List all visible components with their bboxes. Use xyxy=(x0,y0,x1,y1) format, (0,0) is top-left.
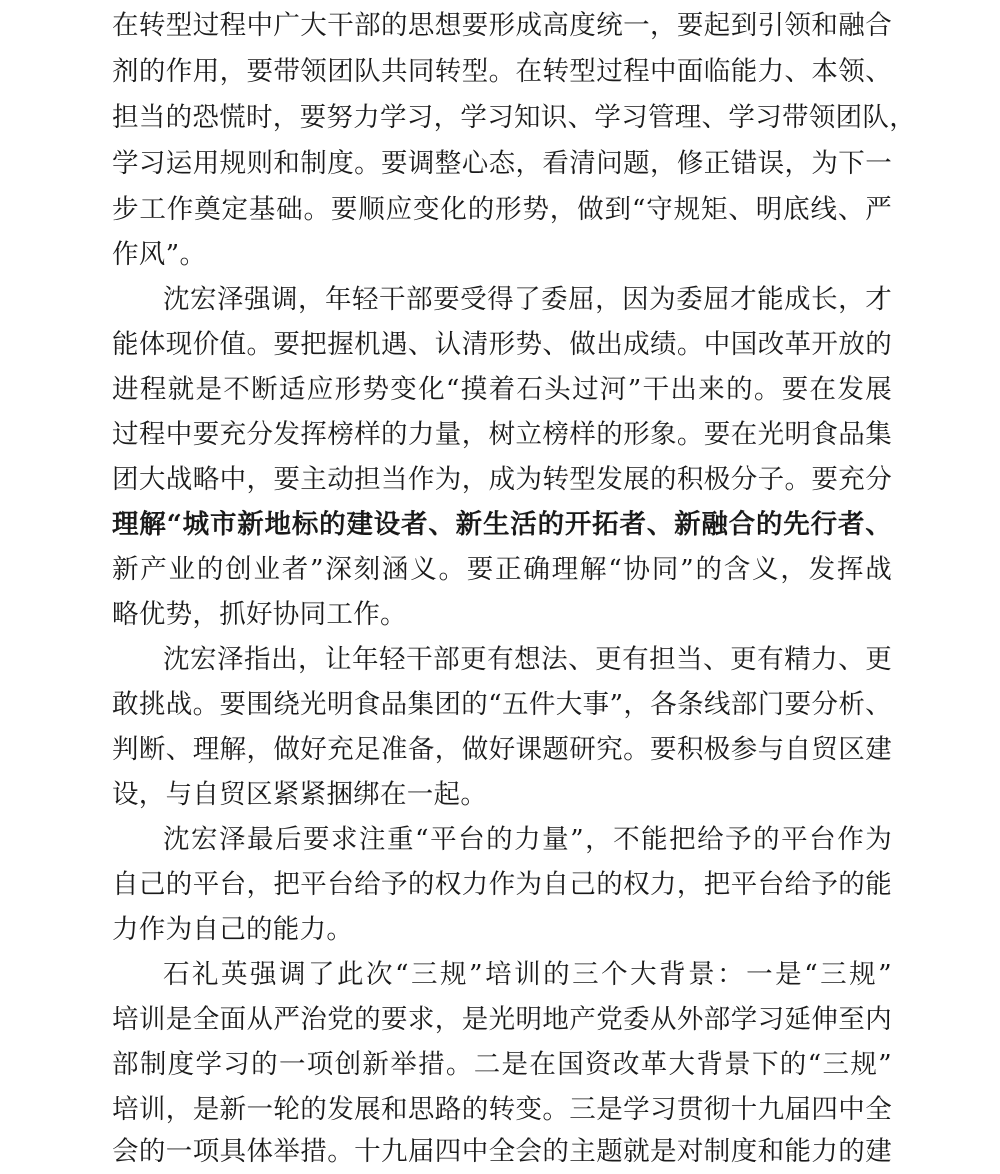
text-line: 培训，是新一轮的发展和思路的转变。三是学习贯彻十九届四中全 xyxy=(112,1094,892,1125)
text-line: 团大战略中，要主动担当作为，成为转型发展的积极分子。要充分 xyxy=(112,464,892,495)
text-line: 部制度学习的一项创新举措。二是在国资改革大背景下的“三规” xyxy=(112,1049,892,1080)
text-line: 设，与自贸区紧紧捆绑在一起。 xyxy=(112,779,488,810)
text-line: 略优势，抓好协同工作。 xyxy=(112,599,407,630)
text-line: 沈宏泽指出，让年轻干部更有想法、更有担当、更有精力、更 xyxy=(163,644,892,675)
text-line: 自己的平台，把平台给予的权力作为自己的权力，把平台给予的能 xyxy=(112,869,892,900)
text-line: 理解“城市新地标的建设者、新生活的开拓者、新融合的先行者、 xyxy=(112,509,892,540)
text-line: 能体现价值。要把握机遇、认清形势、做出成绩。中国改革开放的 xyxy=(112,329,892,360)
text-line: 作风”。 xyxy=(112,239,207,270)
text-line: 在转型过程中广大干部的思想要形成高度统一，要起到引领和融合 xyxy=(112,10,892,41)
text-line: 沈宏泽最后要求注重“平台的力量”，不能把给予的平台作为 xyxy=(163,824,892,855)
text-line: 判断、理解，做好充足准备，做好课题研究。要积极参与自贸区建 xyxy=(112,734,892,765)
text-line: 培训是全面从严治党的要求，是光明地产党委从外部学习延伸至内 xyxy=(112,1004,892,1035)
text-line: 剂的作用，要带领团队共同转型。在转型过程中面临能力、本领、 xyxy=(112,56,892,87)
text-line: 敢挑战。要围绕光明食品集团的“五件大事”，各条线部门要分析、 xyxy=(112,689,892,720)
text-line: 石礼英强调了此次“三规”培训的三个大背景：一是“三规” xyxy=(163,959,892,990)
text-line: 担当的恐慌时，要努力学习，学习知识、学习管理、学习带领团队， xyxy=(112,102,916,133)
text-line: 进程就是不断适应形势变化“摸着石头过河”干出来的。要在发展 xyxy=(112,374,892,405)
text-line: 力作为自己的能力。 xyxy=(112,914,354,945)
text-line: 会的一项具体举措。十九届四中全会的主题就是对制度和能力的建 xyxy=(112,1136,892,1167)
text-line: 过程中要充分发挥榜样的力量，树立榜样的形象。要在光明食品集 xyxy=(112,419,892,450)
text-line: 学习运用规则和制度。要调整心态，看清问题，修正错误，为下一 xyxy=(112,148,892,179)
text-line: 新产业的创业者”深刻涵义。要正确理解“协同”的含义，发挥战 xyxy=(112,554,892,585)
text-line: 步工作奠定基础。要顺应变化的形势，做到“守规矩、明底线、严 xyxy=(112,194,892,225)
text-line: 沈宏泽强调，年轻干部要受得了委屈，因为委屈才能成长，才 xyxy=(163,284,892,315)
